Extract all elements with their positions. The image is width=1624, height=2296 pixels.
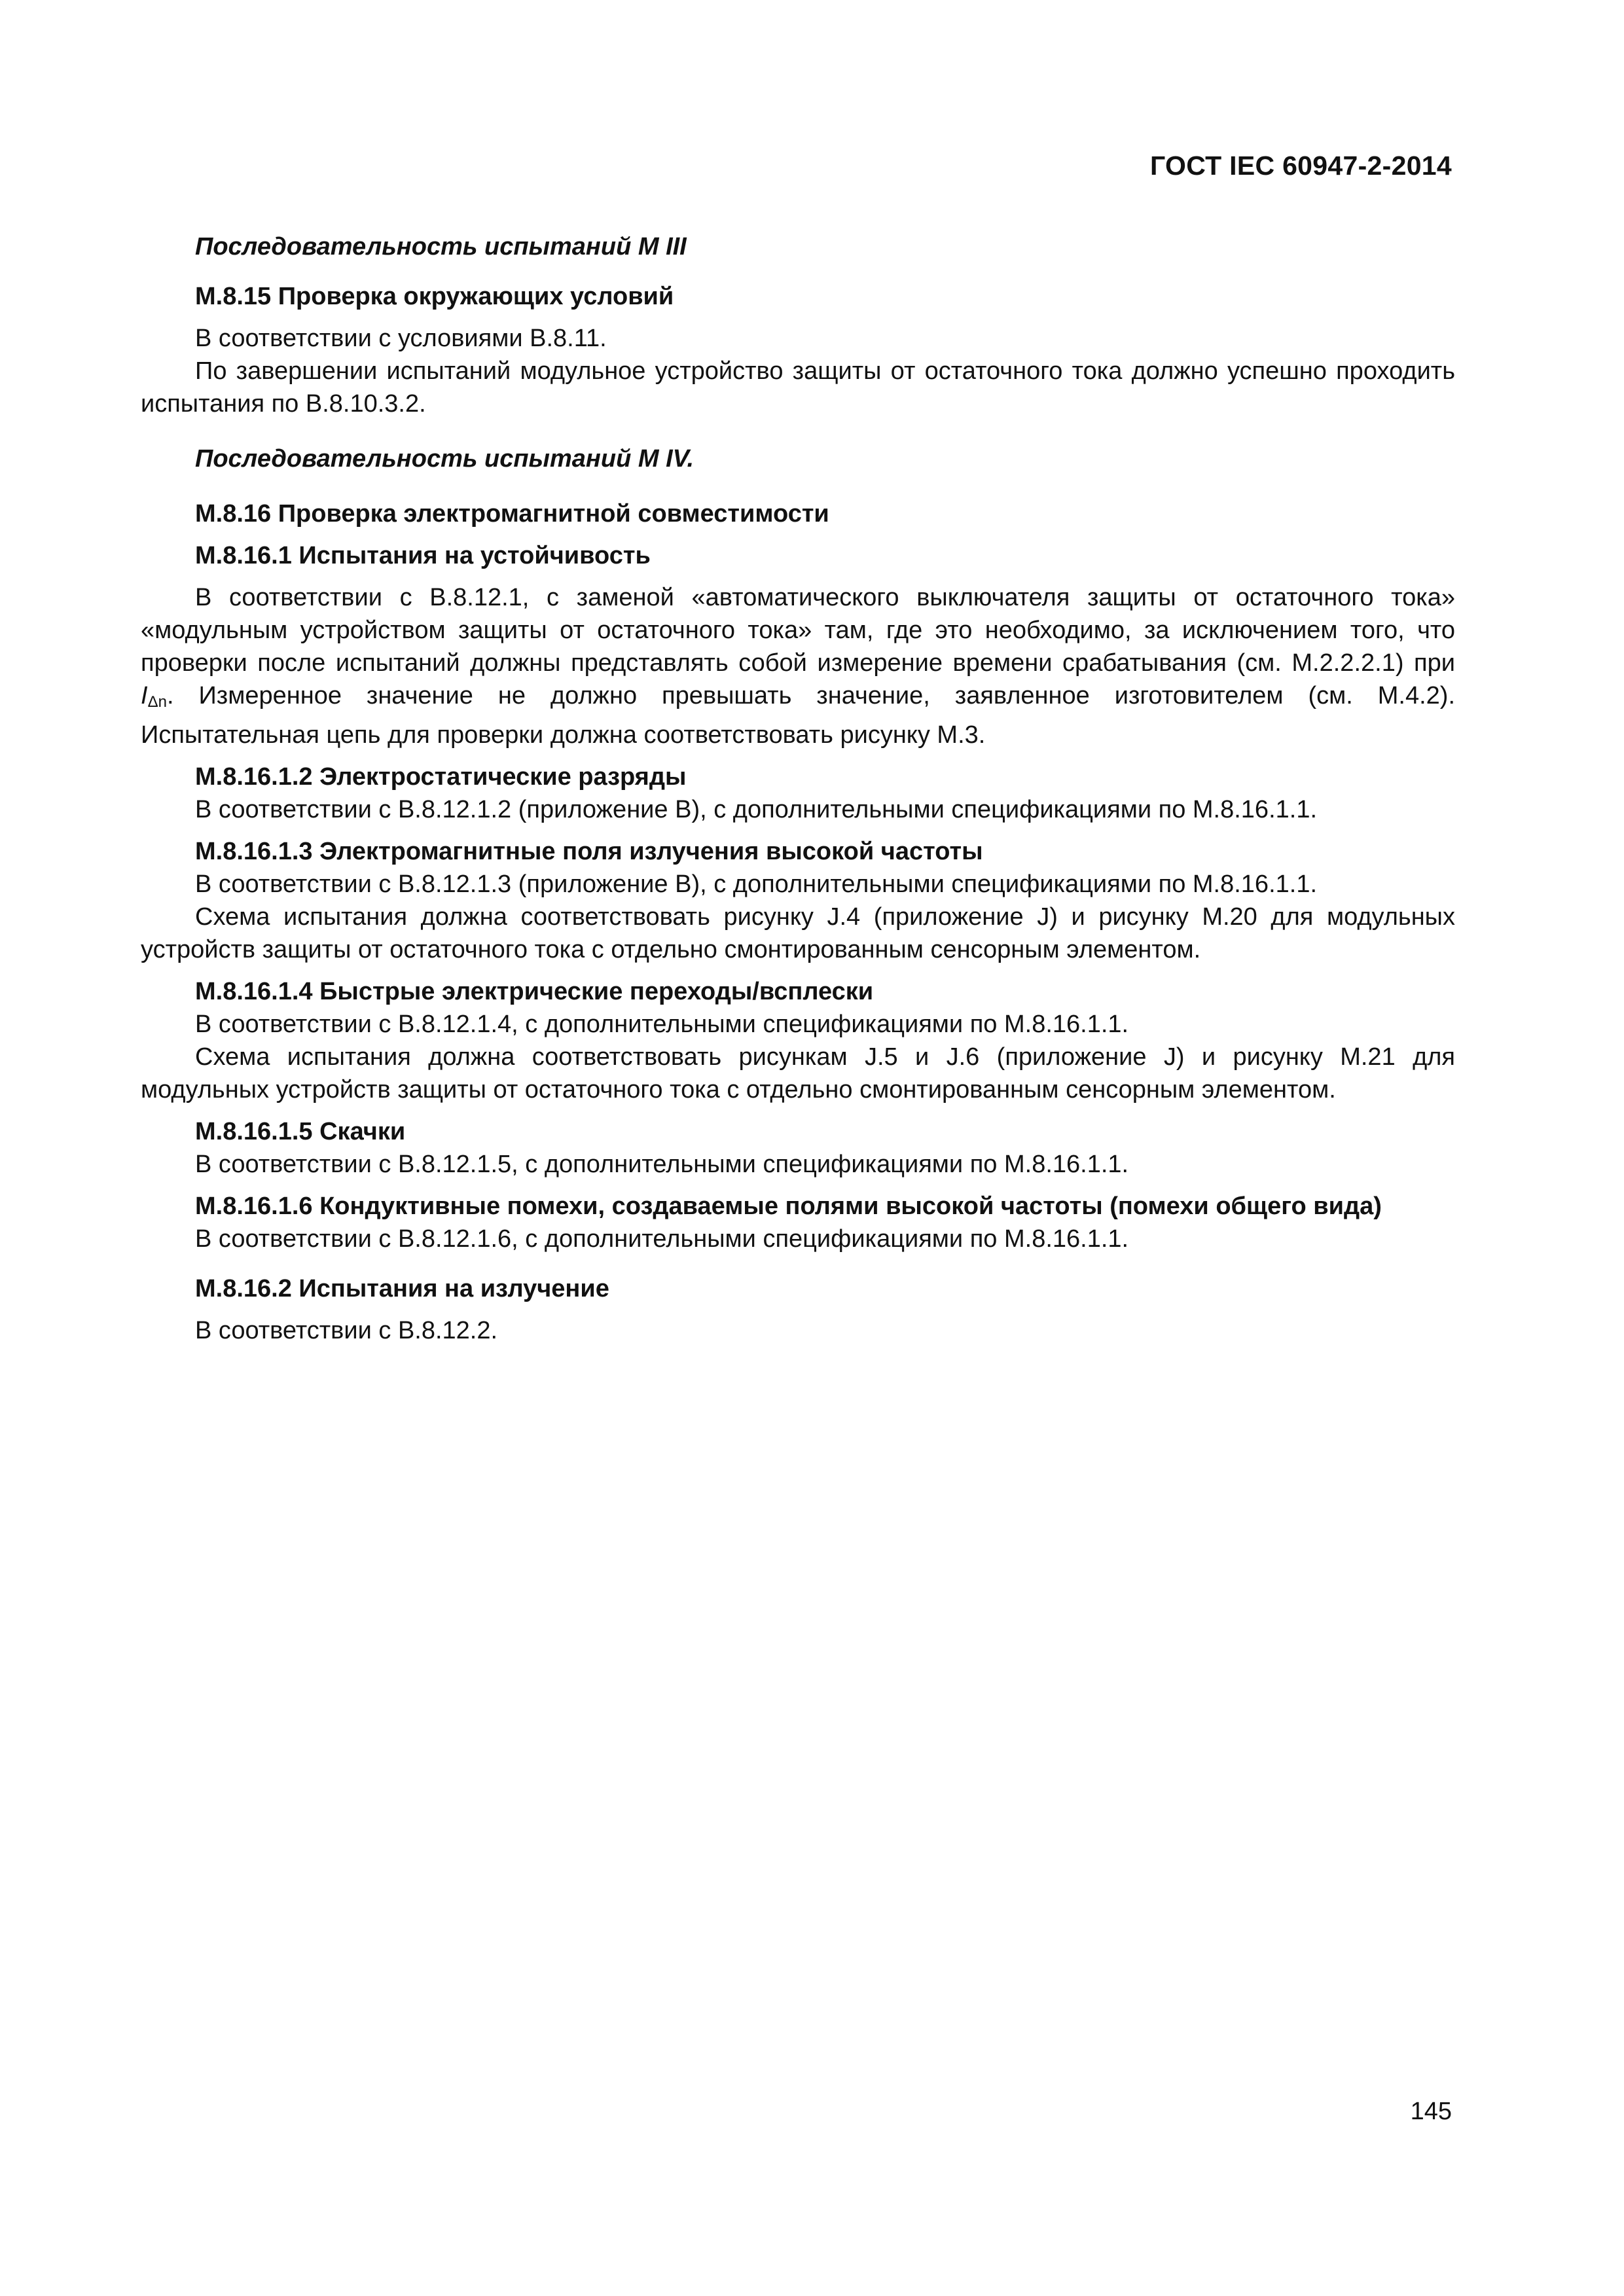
subsection-heading: M.8.16.1.5 Скачки (195, 1118, 406, 1145)
paragraph: В соответствии с B.8.12.1.4, с дополнительными спецификациями по M.8.16.1.1. (195, 1011, 1129, 1038)
paragraph: Схема испытания должна соответствовать рисункам J.5 и J.6 (приложение J) и рисунку M.21 для модульных устройств защиты от остаточного тока с отдельно смонтированным сенсорным элементом. (141, 1043, 1455, 1103)
current-symbol: I (141, 682, 148, 709)
page-number: 145 (1410, 2098, 1452, 2125)
paragraph: В соответствии с условиями B.8.11. (195, 325, 607, 352)
paragraph (141, 581, 1455, 751)
section-heading: M.8.15 Проверка окружающих условий (195, 283, 674, 310)
paragraph: По завершении испытаний модульное устройство защиты от остаточного тока должно успешно проходить испытания по B.8.10.3.2. (141, 357, 1455, 418)
paragraph: В соответствии с B.8.12.2. (195, 1317, 498, 1344)
paragraph: В соответствии с B.8.12.1.3 (приложение B), с дополнительными спецификациями по M.8.16.1.1. (195, 870, 1318, 898)
paragraph: В соответствии с B.8.12.1.5, с дополнительными спецификациями по M.8.16.1.1. (195, 1151, 1129, 1178)
paragraph-text: . Измеренное значение не должно превышать значение, заявленное изготовителем (см. M.4.2). Испытательная цепь для проверки должна соответствовать рисунку M.3. (141, 682, 1455, 749)
paragraph: В соответствии с B.8.12.1.2 (приложение B), с дополнительными спецификациями по M.8.16.1.1. (195, 796, 1318, 823)
subsection-heading: M.8.16.1.6 Кондуктивные помехи, создаваемые полями высокой частоты (помехи общего вида) (195, 1193, 1382, 1220)
current-symbol-subscript: Δn (147, 693, 167, 711)
subsection-heading: M.8.16.1.4 Быстрые электрические переходы/всплески (195, 978, 874, 1005)
subsection-heading: M.8.16.1.3 Электромагнитные поля излучения высокой частоты (195, 838, 983, 865)
page-content (141, 230, 1455, 1347)
subsection-heading: M.8.16.1.2 Электростатические разряды (195, 763, 687, 791)
paragraph: В соответствии с B.8.12.1.6, с дополнительными спецификациями по M.8.16.1.1. (195, 1225, 1129, 1253)
subsection-heading: M.8.16.2 Испытания на излучение (195, 1275, 609, 1302)
standard-designation: ГОСТ IEC 60947-2-2014 (1150, 151, 1452, 181)
paragraph: Схема испытания должна соответствовать рисунку J.4 (приложение J) и рисунку M.20 для модульных устройств защиты от остаточного тока с отдельно смонтированным сенсорным элементом. (141, 903, 1455, 963)
paragraph-text: В соответствии с B.8.12.1, с заменой «автоматического выключателя защиты от остаточного тока» «модульным устройством защиты от остаточного тока» там, где это необходимо, за исключением того, что проверки после испытаний должны представлять собой измерение времени срабатывания (см. M.2.2.2.1) при (141, 584, 1455, 677)
test-sequence-title: Последовательность испытаний M III (195, 233, 687, 260)
subsection-heading: M.8.16.1 Испытания на устойчивость (195, 542, 651, 569)
test-sequence-title: Последовательность испытаний M IV. (195, 445, 695, 473)
section-heading: M.8.16 Проверка электромагнитной совместимости (195, 500, 829, 528)
